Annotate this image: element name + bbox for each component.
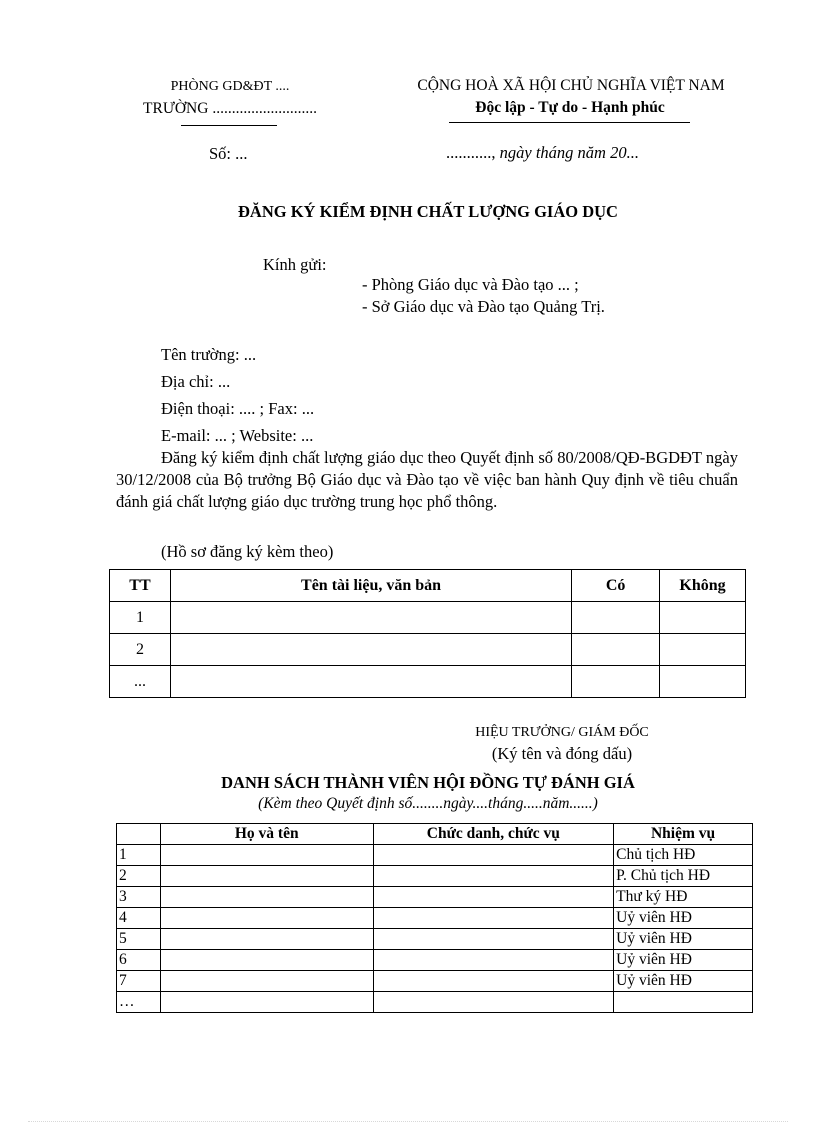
member-name-cell[interactable]: [160, 845, 373, 866]
header-yes: Có: [572, 570, 660, 602]
council-title: DANH SÁCH THÀNH VIÊN HỘI ĐỒNG TỰ ĐÁNH GIÁ: [221, 773, 635, 792]
left-header-underline: [181, 125, 277, 126]
member-duty: Chủ tịch HĐ: [614, 845, 753, 866]
member-duty: Uỷ viên HĐ: [614, 971, 753, 992]
member-position-cell[interactable]: [373, 950, 614, 971]
document-date: [446, 143, 639, 163]
document-name-cell[interactable]: [170, 602, 571, 634]
table-row: [117, 950, 753, 971]
member-index: …: [117, 992, 161, 1013]
header-document-name: Tên tài liệu, văn bản: [170, 570, 571, 602]
member-index: 1: [117, 845, 161, 866]
motto-underline: [449, 122, 690, 123]
yes-cell[interactable]: [572, 634, 660, 666]
school-name-line: TRƯỜNG ...........................: [143, 100, 317, 117]
nation-name: CỘNG HOÀ XÃ HỘI CHỦ NGHĨA VIỆT NAM: [417, 77, 725, 94]
no-cell[interactable]: [660, 602, 746, 634]
recipient-item-2: - Sở Giáo dục và Đào tạo Quảng Trị.: [362, 297, 605, 316]
header-no: Không: [660, 570, 746, 602]
member-name-cell[interactable]: [160, 929, 373, 950]
attachment-note: (Hồ sơ đăng ký kèm theo): [161, 542, 334, 561]
recipient-label: Kính gửi:: [263, 255, 327, 274]
row-number: 2: [110, 634, 171, 666]
yes-cell[interactable]: [572, 666, 660, 698]
header-full-name: Họ và tên: [160, 824, 373, 845]
date-dots: ...........,: [446, 143, 496, 162]
member-duty: Uỷ viên HĐ: [614, 908, 753, 929]
member-position-cell[interactable]: [373, 929, 614, 950]
signature-role: HIỆU TRƯỞNG/ GIÁM ĐỐC: [475, 725, 649, 740]
table-row: [117, 866, 753, 887]
member-position-cell[interactable]: [373, 992, 614, 1013]
council-members-table: [116, 823, 753, 1013]
member-name-cell[interactable]: [160, 887, 373, 908]
document-table-header: [110, 570, 746, 602]
row-number: 1: [110, 602, 171, 634]
member-name-cell[interactable]: [160, 950, 373, 971]
council-subtitle: (Kèm theo Quyết định số........ngày....tháng.....năm......): [258, 795, 598, 812]
recipient-item-1: - Phòng Giáo dục và Đào tạo ... ;: [362, 275, 579, 294]
signature-note: (Ký tên và đóng dấu): [491, 744, 633, 763]
phone-fax-field: Điện thoại: .... ; Fax: ...: [161, 399, 315, 418]
document-number: Số: ...: [209, 144, 248, 163]
school-name-field: Tên trường: ...: [161, 345, 257, 364]
table-row: [110, 634, 746, 666]
table-row: [117, 845, 753, 866]
council-table-header: [117, 824, 753, 845]
table-row: [117, 971, 753, 992]
table-row: [110, 666, 746, 698]
member-index: 3: [117, 887, 161, 908]
no-cell[interactable]: [660, 666, 746, 698]
document-list-table: [109, 569, 746, 698]
member-index: 7: [117, 971, 161, 992]
date-text: ngày tháng năm 20...: [495, 143, 639, 162]
table-row: [117, 992, 753, 1013]
table-row: [117, 908, 753, 929]
member-name-cell[interactable]: [160, 971, 373, 992]
registration-paragraph: Đăng ký kiểm định chất lượng giáo dục theo Quyết định số 80/2008/QĐ-BGDĐT ngày 30/12/2008 của Bộ trưởng Bộ Giáo dục và Đào tạo về việc ban hành Quy định về tiêu chuẩn đánh giá chất lượng giáo dục trường trung học phổ thông.: [116, 448, 738, 511]
header-position: Chức danh, chức vụ: [373, 824, 614, 845]
table-row: [110, 602, 746, 634]
email-website-field: E-mail: ... ; Website: ...: [161, 426, 314, 445]
member-duty[interactable]: [614, 992, 753, 1013]
member-duty: Thư ký HĐ: [614, 887, 753, 908]
national-motto: Độc lập - Tự do - Hạnh phúc: [475, 99, 665, 116]
address-field: Địa chỉ: ...: [161, 372, 231, 391]
member-index: 4: [117, 908, 161, 929]
member-index: 2: [117, 866, 161, 887]
document-name-cell[interactable]: [170, 666, 571, 698]
document-name-cell[interactable]: [170, 634, 571, 666]
member-name-cell[interactable]: [160, 992, 373, 1013]
table-row: [117, 929, 753, 950]
table-row: [117, 887, 753, 908]
member-position-cell[interactable]: [373, 887, 614, 908]
member-name-cell[interactable]: [160, 908, 373, 929]
member-duty: Uỷ viên HĐ: [614, 950, 753, 971]
member-duty: P. Chủ tịch HĐ: [614, 866, 753, 887]
row-number: ...: [110, 666, 171, 698]
member-position-cell[interactable]: [373, 908, 614, 929]
member-index: 5: [117, 929, 161, 950]
member-position-cell[interactable]: [373, 845, 614, 866]
yes-cell[interactable]: [572, 602, 660, 634]
member-name-cell[interactable]: [160, 866, 373, 887]
member-duty: Uỷ viên HĐ: [614, 929, 753, 950]
document-title: ĐĂNG KÝ KIỂM ĐỊNH CHẤT LƯỢNG GIÁO DỤC: [238, 202, 618, 221]
member-position-cell[interactable]: [373, 866, 614, 887]
header-index: [117, 824, 161, 845]
page-bottom-border: [28, 1121, 788, 1122]
header-tt: TT: [110, 570, 171, 602]
member-position-cell[interactable]: [373, 971, 614, 992]
member-index: 6: [117, 950, 161, 971]
no-cell[interactable]: [660, 634, 746, 666]
header-duty: Nhiệm vụ: [614, 824, 753, 845]
department-name: PHÒNG GD&ĐT ....: [170, 79, 290, 94]
